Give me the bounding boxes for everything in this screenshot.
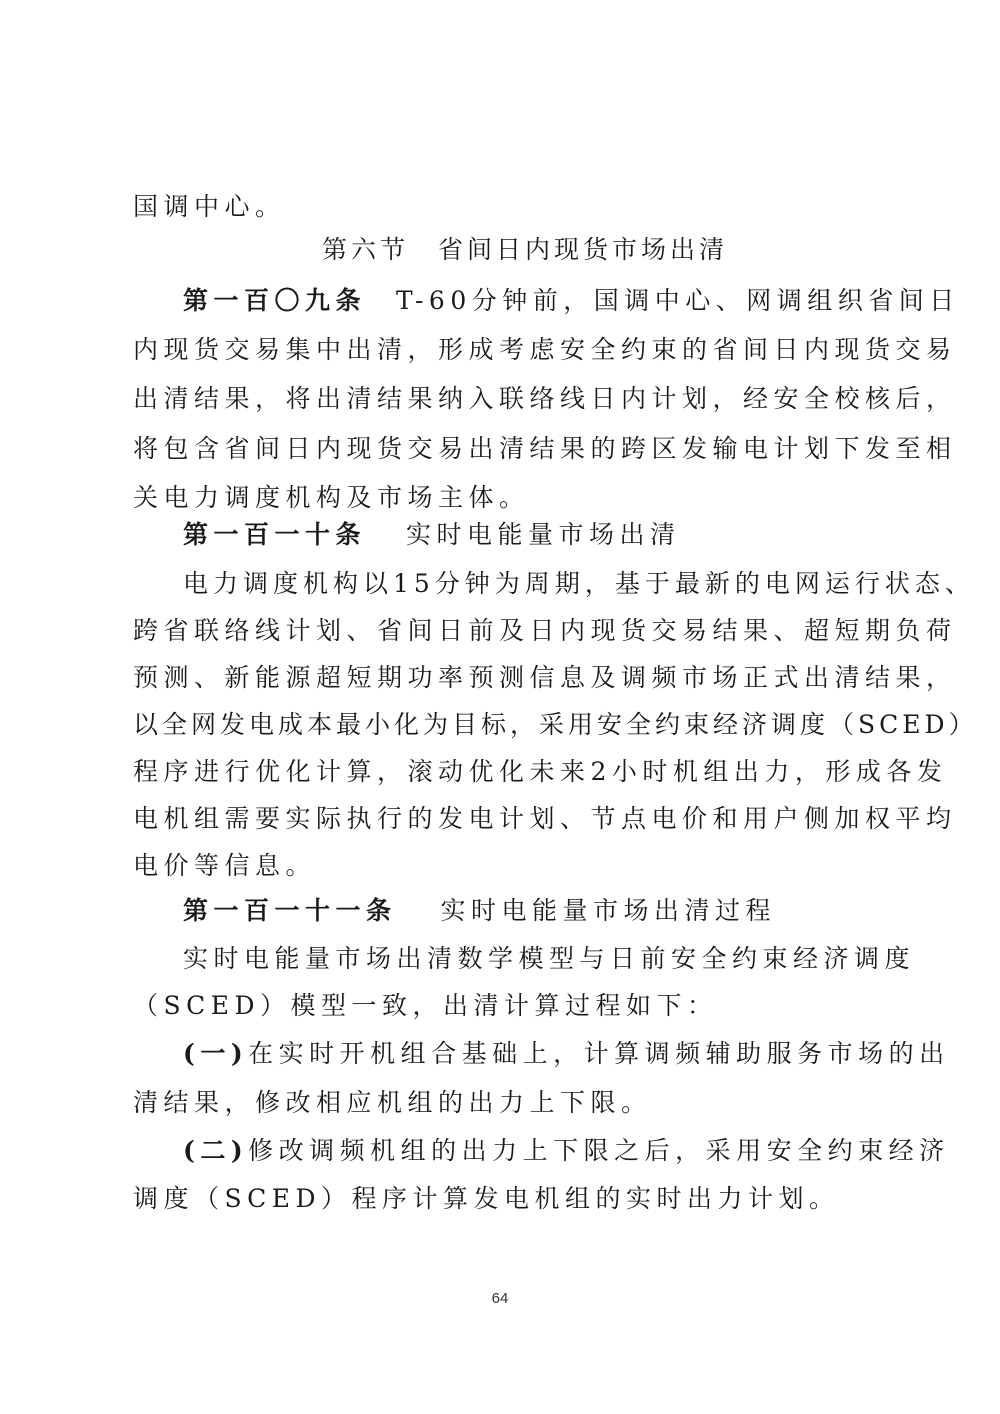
body-line: （SCED）模型一致，出清计算过程如下： — [133, 991, 718, 1020]
item-marker: (一) — [183, 1039, 249, 1068]
body-line: 内现货交易集中出清，形成考虑安全约束的省间日内现货交易 — [133, 335, 957, 364]
body-line: 程序进行优化计算，滚动优化未来2小时机组出力，形成各发 — [133, 757, 948, 786]
body-line: 关电力调度机构及市场主体。 — [133, 483, 530, 512]
item-text: 修改调频机组的出力上下限之后，采用安全约束经济 — [248, 1136, 950, 1165]
body-line: 将包含省间日内现货交易出清结果的跨区发输电计划下发至相 — [133, 434, 957, 463]
section-heading: 第六节 省间日内现货市场出清 — [322, 235, 729, 264]
article-title: 第一百〇九条 — [183, 286, 367, 315]
article-111 — [183, 893, 776, 928]
body-line: 电价等信息。 — [133, 851, 317, 880]
body-line: 清结果，修改相应机组的出力上下限。 — [133, 1088, 652, 1117]
page-number: 64 — [491, 1290, 509, 1307]
article-text: 实时电能量市场出清 — [406, 520, 681, 549]
body-line: 实时电能量市场出清数学模型与日前安全约束经济调度 — [183, 944, 916, 973]
body-line: 国调中心。 — [133, 192, 286, 221]
body-line: 出清结果，将出清结果纳入联络线日内计划，经安全校核后， — [133, 384, 957, 413]
item-text: 在实时开机组合基础上，计算调频辅助服务市场的出 — [248, 1039, 950, 1068]
article-text: T-60分钟前，国调中心、网调组织省间日 — [396, 286, 960, 315]
list-item-1 — [183, 1036, 950, 1071]
article-title: 第一百一十条 — [183, 520, 367, 549]
body-line: 电力调度机构以15分钟为周期，基于最新的电网运行状态、 — [183, 569, 975, 598]
article-text: 实时电能量市场出清过程 — [440, 896, 777, 925]
list-item-2 — [183, 1133, 950, 1168]
article-110 — [183, 517, 681, 552]
article-109 — [183, 283, 960, 318]
body-line: 跨省联络线计划、省间日前及日内现货交易结果、超短期负荷 — [133, 616, 957, 645]
body-line: 以全网发电成本最小化为目标，采用安全约束经济调度（SCED） — [133, 710, 978, 739]
body-line: 调度（SCED）程序计算发电机组的实时出力计划。 — [133, 1184, 840, 1213]
body-line: 预测、新能源超短期功率预测信息及调频市场正式出清结果， — [133, 663, 957, 692]
article-title: 第一百一十一条 — [183, 896, 397, 925]
item-marker: (二) — [183, 1136, 249, 1165]
body-line: 电机组需要实际执行的发电计划、节点电价和用户侧加权平均 — [133, 804, 957, 833]
